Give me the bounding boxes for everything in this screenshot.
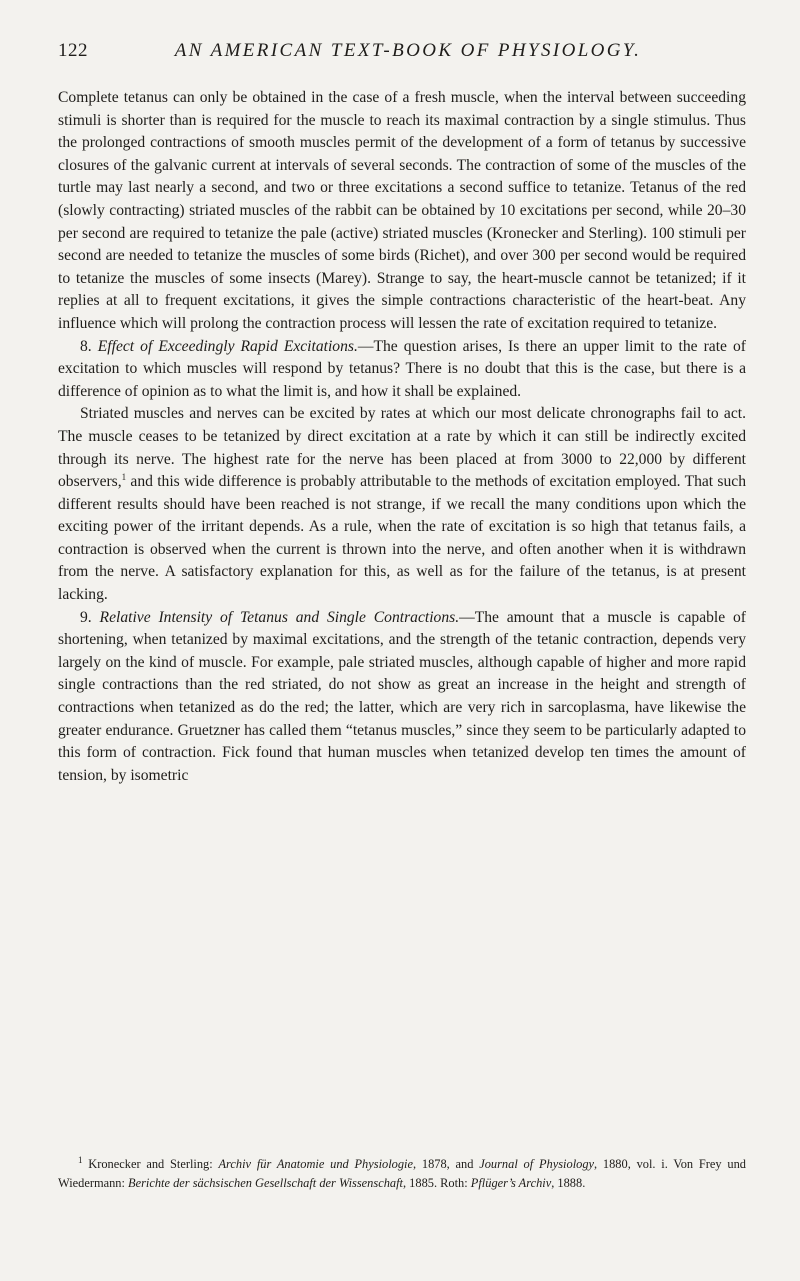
running-head: AN AMERICAN TEXT-BOOK OF PHYSIOLOGY. (174, 40, 642, 61)
footnote-source-title: Pflüger’s Archiv (470, 1175, 552, 1190)
footnote-text: , 1888. (551, 1175, 586, 1190)
paragraph-text: and this wide difference is probably attributable to the methods of excitation employed. That such different results should have been reached is not strange, if we recall the many conditions upon which the exciting power of the irritant depends. As a rule, when the rate of excitation is so high that tetanus fails, a contraction is observed when the current is thrown into the nerve, and often another when it is withdrawn from the nerve. A satisfactory explanation for this, as well as for the failure of the tetanus, is at present lacking. (58, 473, 746, 604)
paragraph-relative-intensity (58, 607, 746, 788)
footnote-source-title: Archiv für Anatomie und Physiologie (218, 1157, 413, 1171)
footnote-text: , 1885. Roth: (402, 1175, 471, 1190)
footnotes (58, 1155, 746, 1192)
section-text: —The amount that a muscle is capable of shortening, when tetanized by maximal excitations, and the strength of the tetanic contraction, depends very largely on the kind of muscle. For example, pale striated muscles, although capable of higher and more rapid single contractions than the red striated, do not show as great an increase in the height and strength of contractions when tetanized as do the red; the latter, which are very rich in sarcoplasma, have likewise the greater endurance. Gruetzner has called them “tetanus muscles,” since they seem to be particularly adapted to this form of contraction. Fick found that human muscles when tetanized develop ten times the amount of tension, by isometric (58, 608, 746, 784)
page-number: 122 (58, 40, 88, 61)
section-number: 8. (80, 337, 92, 355)
footnote-marker: 1 (78, 1154, 83, 1165)
section-number: 9. (80, 608, 92, 626)
footnote-source-title: Berichte der sächsischen Gesellschaft der Wissenschaft (128, 1175, 403, 1190)
section-heading: Effect of Exceedingly Rapid Excitations. (97, 337, 358, 355)
footnote-text: Kronecker and Sterling: (82, 1157, 219, 1171)
section-text: —The question arises, Is there an upper limit to the rate of excitation to which muscles will respond by tetanus? There is no doubt that this is the case, but there is a difference of opinion as to what the limit is, and how it shall be explained. (58, 337, 746, 400)
paragraph-tetanus-conditions: Complete tetanus can only be obtained in the case of a fresh muscle, when the interval between succeeding stimuli is shorter than is required for the muscle to reach its maximal contraction by a single stimulus. Thus the prolonged contractions of smooth muscles permit of the development of a form of tetanus by successive closures of the galvanic current at intervals of several seconds. The contraction of some of the muscles of the turtle may last nearly a second, and two or three excitations a second suffice to tetanize. Tetanus of the red (slowly contracting) striated muscles of the rabbit can be obtained by 10 excitations per second, while 20–30 per second are required to tetanize the pale (active) striated muscles (Kronecker and Sterling). 100 stimuli per second are needed to tetanize the muscles of some birds (Richet), and over 300 per second would be required to tetanize the muscles of some insects (Marey). Strange to say, the heart-muscle cannot be tetanized; if it replies at all to frequent excitations, it gives the simple contractions characteristic of the heart-beat. Any influence which will prolong the contraction process will lessen the rate of excitation required to tetanize. (58, 89, 746, 332)
footnote-text: , 1880, vol. i. Von Frey und Wiedermann: (58, 1157, 746, 1190)
footnote (58, 1155, 746, 1192)
paragraph-text: Striated muscles and nerves can be excited by rates at which our most delicate chronographs fail to act. The muscle ceases to be tetanized by direct excitation at a rate by which it can still be indirectly excited through its nerve. The highest rate for the nerve has been placed at from 3000 to 22,000 by different observers, (58, 405, 746, 491)
footnote-source-title: Journal of Physiology (479, 1157, 595, 1171)
section-heading: Relative Intensity of Tetanus and Single Contractions. (99, 608, 460, 626)
footnote-text: , 1878, and (413, 1157, 480, 1171)
paragraph-striated-muscles (58, 403, 746, 606)
paragraph-rapid-excitations (58, 336, 746, 404)
footnote-reference: 1 (121, 471, 127, 482)
page-header (58, 40, 746, 68)
body-text (58, 87, 746, 787)
